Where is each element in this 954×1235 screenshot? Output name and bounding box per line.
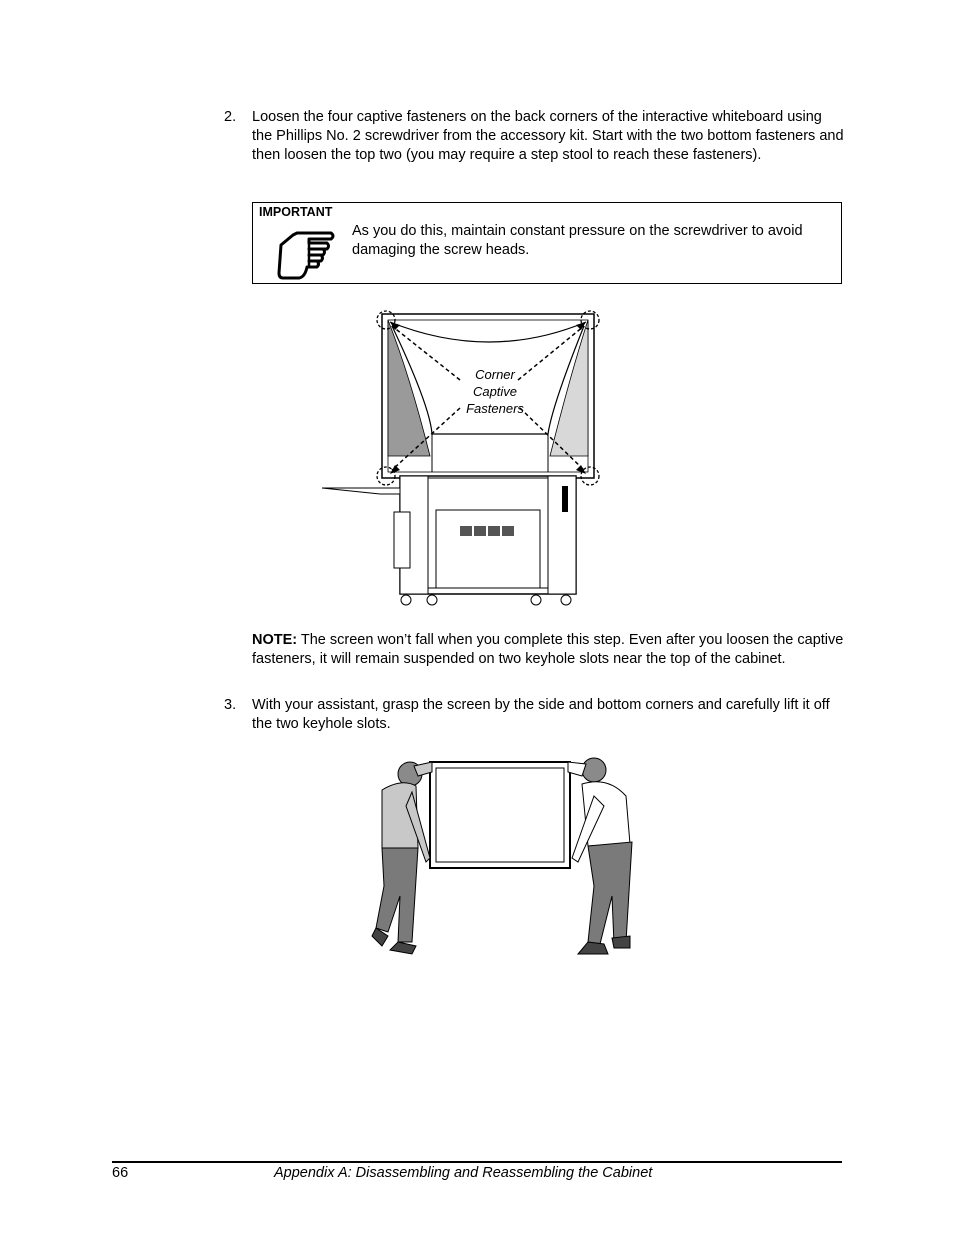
step-number: 2. (224, 109, 237, 125)
step-number: 3. (224, 697, 237, 713)
callout-line: Corner (475, 367, 515, 382)
step-text: Loosen the four captive fasteners on the back corners of the interactive whiteboard using the Phillips No. 2 screwdriver from the accessory kit. Start with the two bottom fasteners and then loosen the top two (you may require a step stool to reach these fasteners). (252, 109, 844, 163)
callout-line: Captive (472, 384, 518, 399)
footer-title: Appendix A: Disassembling and Reassembling the Cabinet (274, 1165, 653, 1181)
cabinet-fasteners-illustration (320, 306, 610, 610)
lifting-screen-illustration (368, 756, 638, 962)
page-number: 66 (112, 1165, 129, 1181)
important-callout (252, 202, 842, 284)
callout-line: Fasteners (466, 401, 524, 416)
important-label: IMPORTANT (259, 205, 333, 219)
step-text: With your assistant, grasp the screen by the side and bottom corners and carefully lift it off the two keyhole slots. (252, 697, 830, 732)
fasteners-callout (452, 366, 538, 417)
note (252, 631, 844, 669)
note-text: The screen won’t fall when you complete this step. Even after you loosen the captive fasteners, it will remain suspended on two keyhole slots near the top of the cabinet. (252, 632, 844, 667)
pointing-hand-icon (275, 223, 335, 281)
note-label: NOTE: (252, 632, 298, 648)
footer-rule (112, 1161, 842, 1163)
important-text: As you do this, maintain constant pressure on the screwdriver to avoid damaging the screw heads. (352, 223, 803, 258)
